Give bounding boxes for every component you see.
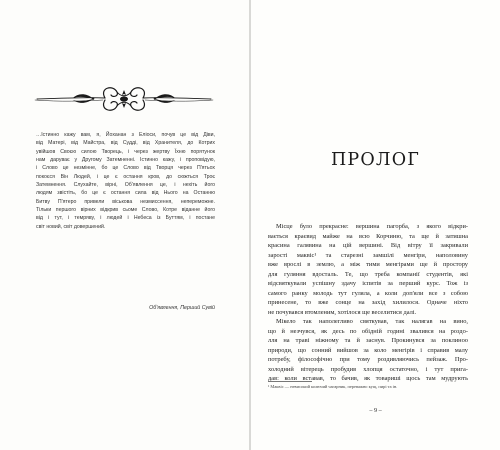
body-line: Місце було прекрасне: вершина пагорба, з якого відкри-	[276, 223, 468, 230]
body-line: принесене, то вже сонце на захід хилилося. Одначе ніхто	[268, 299, 468, 306]
epigraph-line: людям звістіть, бо це є остання сила від Нього на Останню	[36, 190, 215, 197]
footnote: ¹ Маквіс — невисокий колючий чагарник, переважно кущ, пирі та ін.	[268, 384, 398, 389]
epigraph-line: від Матері, від Майстра, від Судді, від Хранителя, до Котрих	[36, 140, 215, 147]
chapter-body	[268, 222, 468, 384]
body-line: заростi маквіс¹ та старезні замшілі менгіри, наполовину	[268, 251, 468, 259]
epigraph	[36, 131, 215, 231]
body-line: що й незчувся, як десь по обідній годині звалився на роздо-	[268, 327, 468, 335]
epigraph-line: і Слово це незмінне, бо це Слово від Творця через П'ятьох	[36, 165, 215, 172]
epigraph-source: Об'явлення, Перший Сувій	[149, 305, 215, 311]
epigraph-line: нам даруває у Другому Затемненні. Істинно кажу, і проповідую,	[36, 157, 215, 164]
body-line: не почувався втомленим, хотілося ще веселитися далі.	[268, 308, 417, 316]
page-number: – 9 –	[369, 407, 382, 414]
body-line: відсвяткували успішну здачу іспитів за перший курс. Тож із	[268, 280, 468, 287]
epigraph-line: Затемнення. Слухайте, вірні, Об'явлення це, і нехіть його	[36, 182, 215, 189]
body-line: холодний вітерець пробудив хлопця остаточно, і тут прига-	[268, 365, 468, 373]
flourish-divider-icon	[33, 82, 215, 116]
body-line: для гуляння вдосталь. Те, що треба компанії студентів, які	[268, 270, 468, 278]
body-line: вається краєвид майже на всю Корчиню, та ще й затишна	[268, 232, 468, 240]
epigraph-line: увійшов Своєю силою Творець, і через жертву Їхню порятунок	[36, 148, 215, 155]
body-line: природи, що сонний вийшов за коло менгірів і справив малу	[268, 346, 468, 354]
epigraph-line: …Істинно кажу вам, я, Йоханан з Еліоси, почув це від Діви,	[36, 132, 215, 138]
footnote-rule	[268, 381, 312, 382]
body-line: Мікело так наполегливо святкував, так налягав на вино,	[276, 318, 468, 325]
body-line: лля на траві ніжному та й заснув. Прокинувся за поклиноо	[268, 337, 468, 344]
body-line: самого ранку молодь тут гуляла, а коли доп'яли все з собою	[268, 289, 468, 297]
epigraph-line: від і тут, і темряву, і людей і Небеса із Буттям, і постане	[36, 215, 215, 222]
body-line: вже врослі в землю, а між тими менгірами ще й простору	[268, 261, 468, 268]
epigraph-line: Битву П'ятеро привели віськова незмиссення, непереможне.	[36, 198, 215, 205]
chapter-title: ПРОЛОГ	[330, 150, 421, 170]
epigraph-line: Тільки першого вірних відкрив сьоме Слово, Котре віданне його	[36, 207, 215, 214]
body-line: красина галявина на цій вершині. Від вітру її закривали	[268, 242, 468, 249]
body-line: дав: коли вставав, то бачив, як товариші щось там мудрують	[268, 375, 468, 382]
epigraph-line: світ новий, світ довершений.	[36, 223, 106, 230]
body-line: потребу, філософічно при тому роздивляючись пейзаж. Про-	[268, 356, 468, 363]
epigraph-line: покоєся Він Людей, і це є остання кров, до сюжться Троє	[36, 173, 215, 180]
